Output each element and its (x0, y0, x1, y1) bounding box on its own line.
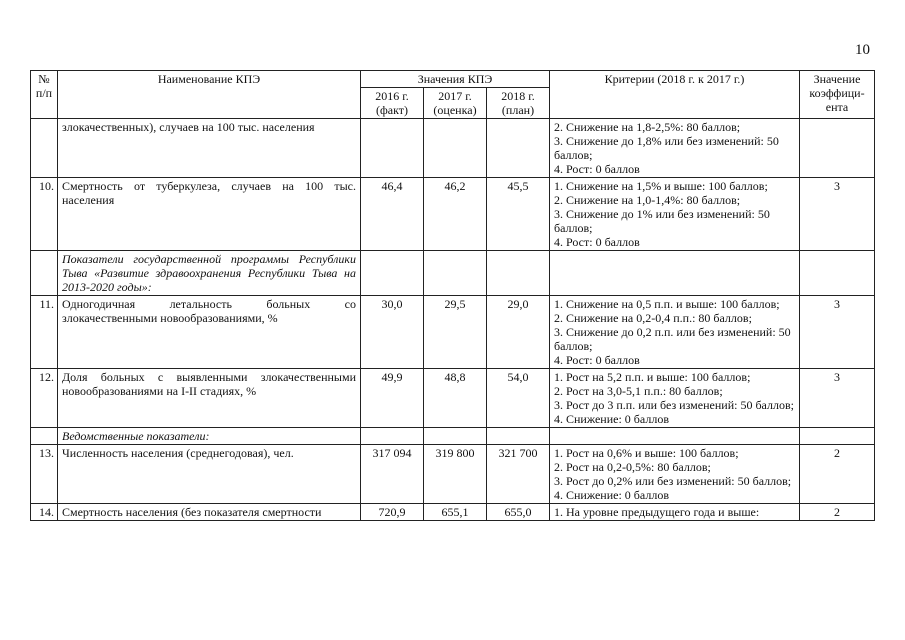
value-2016: 46,4 (361, 178, 424, 251)
criteria-line: 3. Снижение до 1,8% или без изменений: 50 баллов; (554, 134, 779, 162)
coefficient-value: 3 (800, 296, 875, 369)
row-name: Доля больных с выявленными злокачественными новообразованиями на I-II стадиях, % (58, 369, 361, 428)
value-2016: 720,9 (361, 504, 424, 521)
value-2016: 49,9 (361, 369, 424, 428)
criteria-line: 2. Рост на 3,0-5,1 п.п.: 80 баллов; (554, 384, 723, 398)
table-row-12 (31, 369, 875, 428)
criteria-line: 1. На уровне предыдущего года и выше: (554, 505, 760, 519)
header-2017: 2017 г. (оценка) (424, 88, 487, 119)
header-2016: 2016 г. (факт) (361, 88, 424, 119)
criteria-line: 4. Снижение: 0 баллов (554, 488, 669, 502)
criteria-line: 1. Рост на 5,2 п.п. и выше: 100 баллов; (554, 370, 751, 384)
coefficient-value: 3 (800, 178, 875, 251)
coefficient-value: 2 (800, 504, 875, 521)
value-2018: 54,0 (487, 369, 550, 428)
row-number: 11. (31, 296, 58, 369)
row-name: Смертность от туберкулеза, случаев на 100 тыс. населения (58, 178, 361, 251)
kpe-table (30, 70, 875, 521)
header-values: Значения КПЭ (361, 71, 550, 88)
coefficient-value: 3 (800, 369, 875, 428)
table-row-11 (31, 296, 875, 369)
page-number: 10 (855, 42, 870, 58)
row-criteria (550, 119, 800, 178)
coefficient-value: 2 (800, 445, 875, 504)
criteria-line: 4. Рост: 0 баллов (554, 162, 640, 176)
section-title: Ведомственные показатели: (58, 428, 361, 445)
row-name: Одногодичная летальность больных со злокачественными новообразованиями, % (58, 296, 361, 369)
section-row-state-program (31, 251, 875, 296)
row-name: злокачественных), случаев на 100 тыс. населения (58, 119, 361, 178)
row-criteria (550, 296, 800, 369)
value-2018: 655,0 (487, 504, 550, 521)
header-criteria: Критерии (2018 г. к 2017 г.) (550, 71, 800, 119)
row-criteria (550, 369, 800, 428)
value-2018: 321 700 (487, 445, 550, 504)
value-2018: 45,5 (487, 178, 550, 251)
criteria-line: 4. Рост: 0 баллов (554, 353, 640, 367)
row-number: 12. (31, 369, 58, 428)
row-number: 10. (31, 178, 58, 251)
section-row-departmental (31, 428, 875, 445)
value-2017: 29,5 (424, 296, 487, 369)
criteria-line: 2. Снижение на 0,2-0,4 п.п.: 80 баллов; (554, 311, 752, 325)
row-name: Смертность населения (без показателя смертности (58, 504, 361, 521)
header-name: Наименование КПЭ (58, 71, 361, 119)
row-criteria (550, 445, 800, 504)
criteria-line: 1. Снижение на 1,5% и выше: 100 баллов; (554, 179, 768, 193)
value-2016: 317 094 (361, 445, 424, 504)
header-2018: 2018 г. (план) (487, 88, 550, 119)
table-row-continuation (31, 119, 875, 178)
header-coef: Значение коэффици-ента (800, 71, 875, 119)
value-2016: 30,0 (361, 296, 424, 369)
section-title: Показатели государственной программы Республики Тыва «Развитие здравоохранения Республики Тыва на 2013-2020 годы»: (58, 251, 361, 296)
criteria-line: 3. Рост до 3 п.п. или без изменений: 50 баллов; (554, 398, 794, 412)
value-2017: 655,1 (424, 504, 487, 521)
row-name: Численность населения (среднегодовая), чел. (58, 445, 361, 504)
criteria-line: 2. Рост на 0,2-0,5%: 80 баллов; (554, 460, 711, 474)
row-criteria (550, 178, 800, 251)
criteria-line: 4. Снижение: 0 баллов (554, 412, 669, 426)
criteria-line: 3. Снижение до 0,2 п.п. или без изменений: 50 баллов; (554, 325, 791, 353)
row-number: 13. (31, 445, 58, 504)
row-criteria (550, 504, 800, 521)
table-row-14 (31, 504, 875, 521)
criteria-line: 2. Снижение на 1,0-1,4%: 80 баллов; (554, 193, 741, 207)
table-row-10 (31, 178, 875, 251)
table-row-13 (31, 445, 875, 504)
value-2018: 29,0 (487, 296, 550, 369)
header-num: № п/п (31, 71, 58, 119)
row-number: 14. (31, 504, 58, 521)
value-2017: 319 800 (424, 445, 487, 504)
value-2017: 46,2 (424, 178, 487, 251)
criteria-line: 3. Рост до 0,2% или без изменений: 50 баллов; (554, 474, 792, 488)
value-2017: 48,8 (424, 369, 487, 428)
criteria-line: 4. Рост: 0 баллов (554, 235, 640, 249)
criteria-line: 1. Рост на 0,6% и выше: 100 баллов; (554, 446, 739, 460)
criteria-line: 2. Снижение на 1,8-2,5%: 80 баллов; (554, 120, 741, 134)
criteria-line: 3. Снижение до 1% или без изменений: 50 баллов; (554, 207, 770, 235)
criteria-line: 1. Снижение на 0,5 п.п. и выше: 100 баллов; (554, 297, 780, 311)
header-row (31, 71, 875, 88)
